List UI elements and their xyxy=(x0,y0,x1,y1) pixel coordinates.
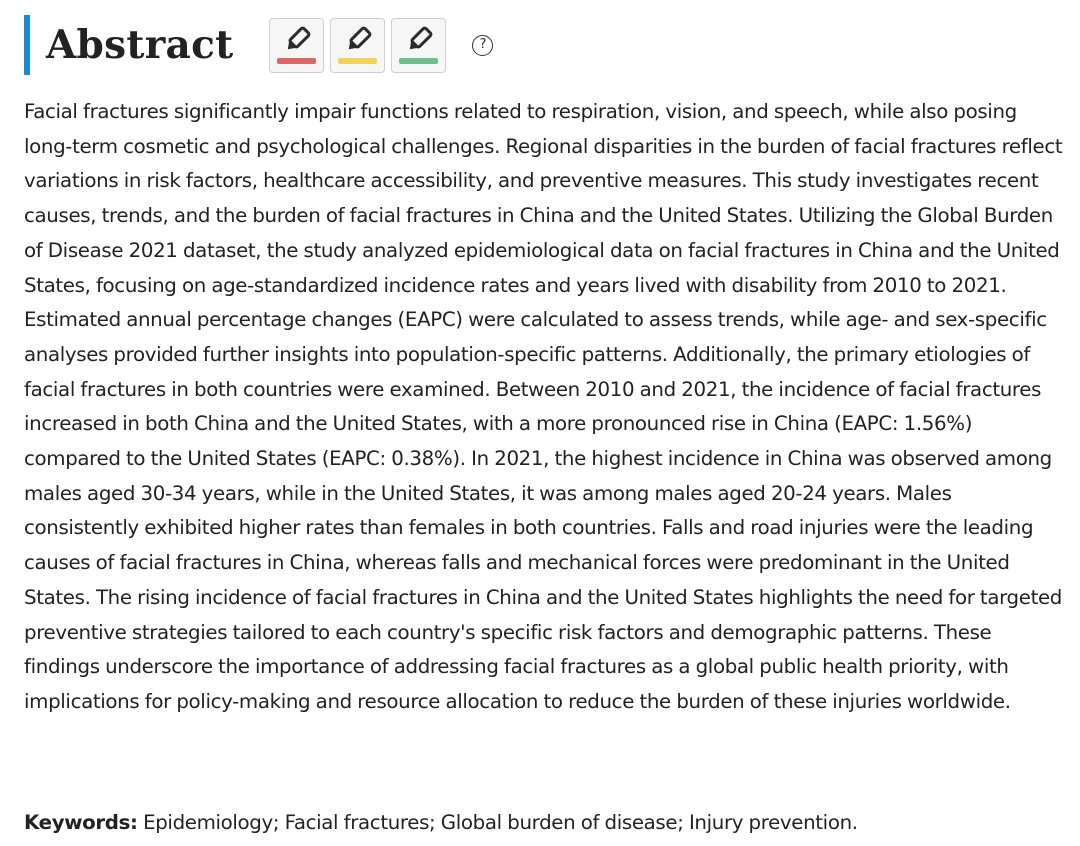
highlight-yellow-button[interactable] xyxy=(330,18,385,73)
abstract-header xyxy=(24,14,493,76)
abstract-body: Facial fractures significantly impair functions related to respiration, vision, and speech, while also posing long-term cosmetic and psychological challenges. Regional disparities in the burden of facial fractures reflect variations in risk factors, healthcare accessibility, and preventive measures. This study investigates recent causes, trends, and the burden of facial fractures in China and the United States. Utilizing the Global Burden of Disease 2021 dataset, the study analyzed epidemiological data on facial fractures in China and the United States, focusing on age-standardized incidence rates and years lived with disability from 2010 to 2021. Estimated annual percentage changes (EAPC) were calculated to assess trends, while age- and sex-specific analyses provided further insights into population-specific patterns. Additionally, the primary etiologies of facial fractures in both countries were examined. Between 2010 and 2021, the incidence of facial fractures increased in both China and the United States, with a more pronounced rise in China (EAPC: 1.56%) compared to the United States (EAPC: 0.38%). In 2021, the highest incidence in China was observed among males aged 30-34 years, while in the United States, it was among males aged 20-24 years. Males consistently exhibited higher rates than females in both countries. Falls and road injuries were the leading causes of facial fractures in China, whereas falls and mechanical forces were predominant in the United States. The rising incidence of facial fractures in China and the United States highlights the need for targeted preventive strategies tailored to each country's specific risk factors and demographic patterns. These findings underscore the importance of addressing facial fractures as a global public health priority, with implications for policy-making and resource allocation to reduce the burden of these injuries worldwide. xyxy=(24,100,1063,713)
highlight-red-button[interactable] xyxy=(269,18,324,73)
highlight-color-swatch xyxy=(399,58,438,64)
highlight-green-button[interactable] xyxy=(391,18,446,73)
highlight-color-swatch xyxy=(338,58,377,64)
title-accent-bar xyxy=(24,15,30,75)
highlight-color-swatch xyxy=(277,58,316,64)
page-title: Abstract xyxy=(46,21,234,68)
keywords-value: Epidemiology; Facial fractures; Global burden of disease; Injury prevention. xyxy=(143,811,858,834)
highlighter-pen-icon xyxy=(282,25,312,55)
highlighter-pen-icon xyxy=(404,25,434,55)
keywords-line xyxy=(24,806,858,840)
highlighter-pen-icon xyxy=(343,25,373,55)
help-icon[interactable]: ? xyxy=(472,35,493,56)
keywords-label: Keywords: xyxy=(24,811,138,834)
